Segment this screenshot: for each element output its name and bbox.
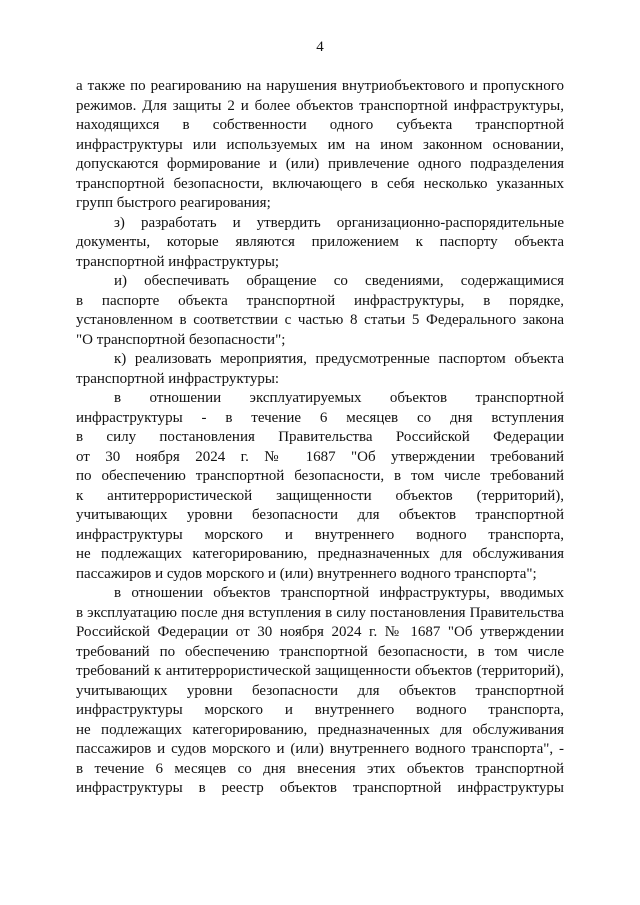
text-line: к) реализовать мероприятия, предусмотренные паспортом объекта — [114, 351, 564, 367]
text-line: по обеспечению транспортной безопасности, в том числе требований — [76, 468, 564, 484]
text-line: "О транспортной безопасности"; — [76, 331, 286, 348]
text-line: от 30 ноября 2024 г. № 1687 "Об утверждении требований — [76, 448, 564, 465]
text-line: установленном в соответствии с частью 8 статьи 5 Федерального закона — [76, 312, 564, 328]
text-line: документы, которые являются приложением к паспорту объекта — [76, 234, 564, 250]
text-line: требований к антитеррористической защищенности объектов (территорий), — [76, 663, 564, 679]
text-line: транспортной безопасности, включающего в себя несколько указанных — [76, 175, 564, 192]
document-body — [76, 77, 564, 799]
text-line: требований по обеспечению транспортной безопасности, в том числе — [76, 643, 564, 660]
text-line: в эксплуатацию после дня вступления в силу постановления Правительства — [76, 604, 564, 621]
text-line: транспортной инфраструктуры: — [76, 370, 280, 387]
text-line: допускаются формирование и (или) привлечение одного подразделения — [76, 156, 564, 172]
text-line: инфраструктуры в реестр объектов транспортной инфраструктуры — [76, 780, 564, 796]
text-line: в течение 6 месяцев со дня внесения этих объектов транспортной — [76, 760, 564, 777]
text-line: учитывающих уровни безопасности для объектов транспортной — [76, 507, 564, 523]
text-line: находящихся в собственности одного субъекта транспортной — [76, 117, 564, 133]
text-line: а также по реагированию на нарушения внутриобъектового и пропускного — [76, 78, 564, 94]
text-line: транспортной инфраструктуры; — [76, 253, 280, 270]
text-line: инфраструктуры или используемых им на ином законном основании, — [76, 136, 564, 153]
text-line: инфраструктуры - в течение 6 месяцев со дня вступления — [76, 409, 564, 426]
text-line: и) обеспечивать обращение со сведениями, содержащимися — [114, 273, 564, 289]
text-line: инфраструктуры морского и внутреннего водного транспорта, — [76, 702, 564, 718]
text-line: не подлежащих категорированию, предназначенных для обслуживания — [76, 546, 564, 562]
text-line: к антитеррористической защищенности объектов (территорий), — [76, 487, 564, 504]
text-line: в отношении эксплуатируемых объектов транспортной — [114, 390, 564, 406]
text-line: в отношении объектов транспортной инфраструктуры, вводимых — [114, 585, 564, 601]
text-line: Российской Федерации от 30 ноября 2024 г. № 1687 "Об утверждении — [76, 624, 564, 640]
text-line: пассажиров и судов морского и (или) внутреннего водного транспорта", - — [76, 741, 564, 757]
page-number: 4 — [316, 39, 324, 55]
text-line: групп быстрого реагирования; — [76, 195, 271, 211]
text-line: учитывающих уровни безопасности для объектов транспортной — [76, 682, 564, 699]
text-line: в силу постановления Правительства Российской Федерации — [76, 429, 564, 445]
text-line: не подлежащих категорированию, предназначенных для обслуживания — [76, 721, 564, 738]
text-line: пассажиров и судов морского и (или) внутреннего водного транспорта"; — [76, 565, 537, 582]
text-line: режимов. Для защиты 2 и более объектов транспортной инфраструктуры, — [76, 97, 564, 114]
text-line: в паспорте объекта транспортной инфраструктуры, в порядке, — [76, 292, 564, 309]
text-line: з) разработать и утвердить организационно-распорядительные — [114, 214, 564, 231]
text-line: инфраструктуры морского и внутреннего водного транспорта, — [76, 526, 564, 543]
